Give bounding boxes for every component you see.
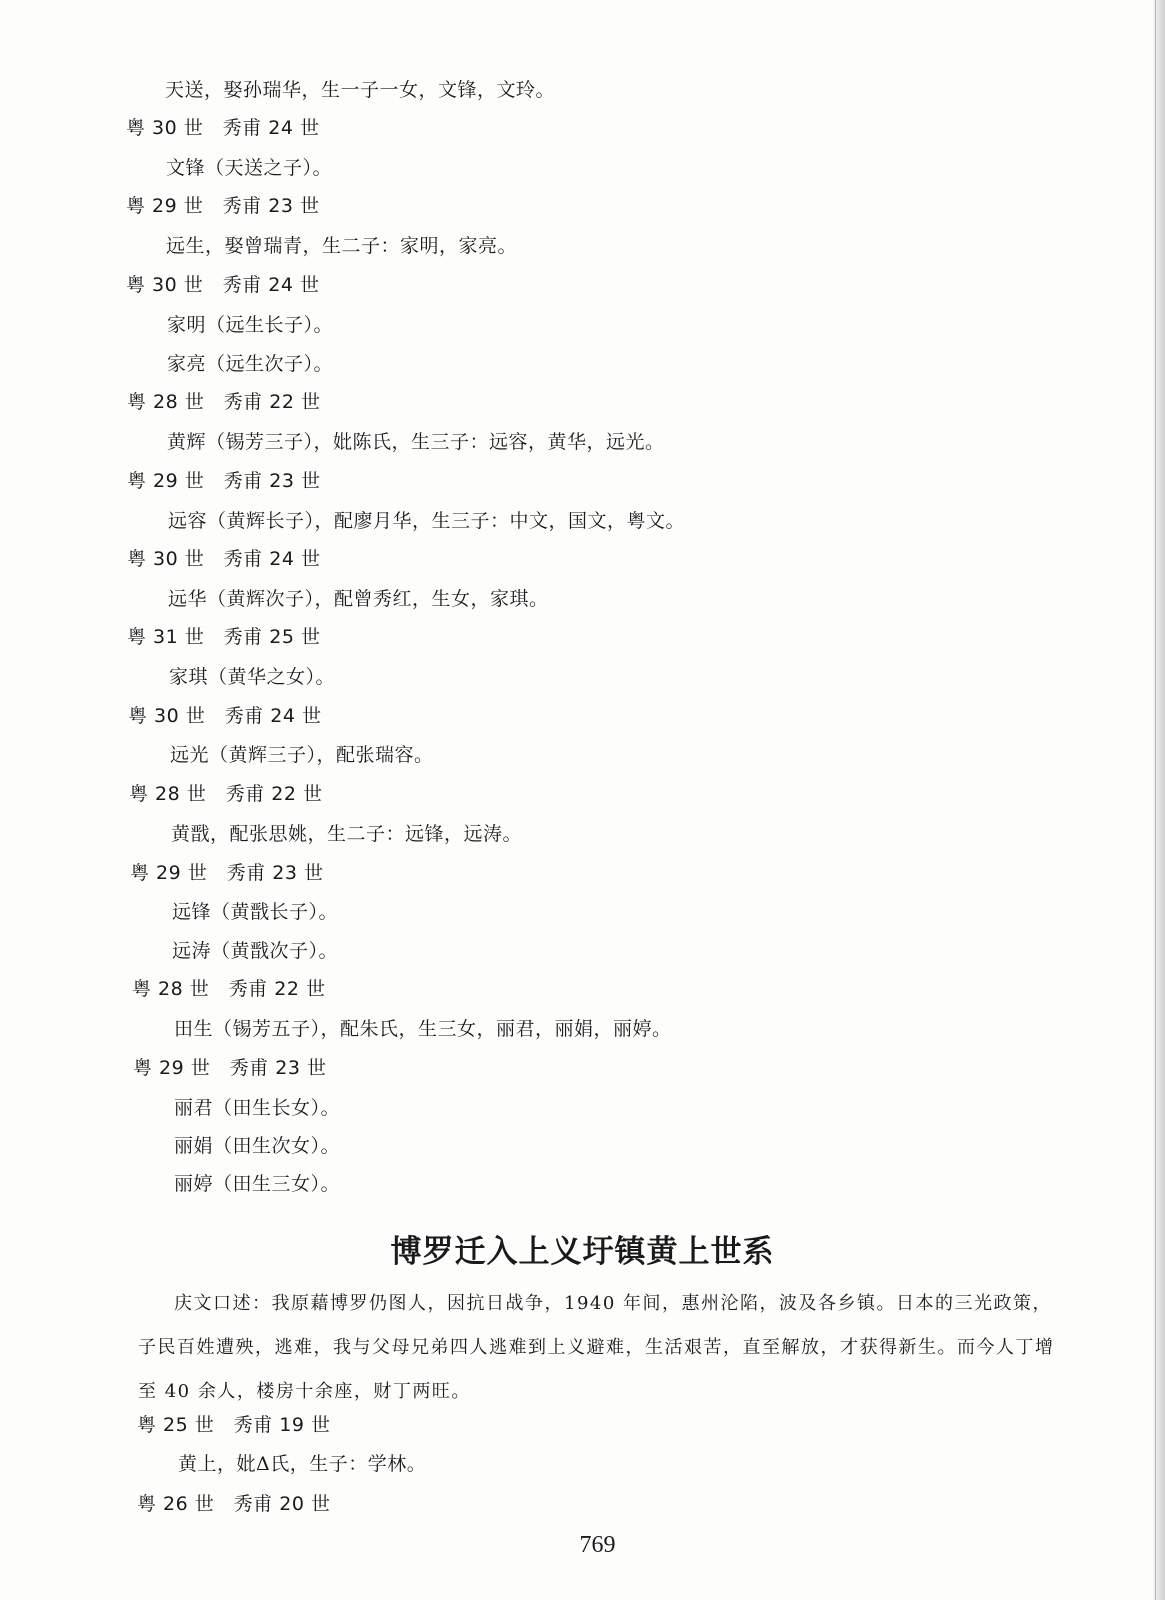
genealogy-entry: 家琪（黄华之女）。 bbox=[169, 666, 336, 688]
genealogy-entry: 天送，娶孙瑞华，生一子一女，文锋，文玲。 bbox=[165, 79, 556, 101]
generation-heading: 粤 28 世 秀甫 22 世 bbox=[127, 391, 321, 413]
page-number: 769 bbox=[579, 1532, 616, 1558]
genealogy-entry: 远容（黄辉长子），配廖月华，生三子：中文，国文，粤文。 bbox=[168, 510, 686, 532]
generation-heading: 粤 29 世 秀甫 23 世 bbox=[133, 1057, 327, 1079]
genealogy-entry: 家亮（远生次子）。 bbox=[167, 353, 334, 375]
generation-heading: 粤 28 世 秀甫 22 世 bbox=[132, 978, 326, 1000]
genealogy-entry: 黄戬，配张思姚，生二子：远锋，远涛。 bbox=[171, 823, 523, 845]
genealogy-entry: 田生（锡芳五子），配朱氏，生三女，丽君，丽娟，丽婷。 bbox=[174, 1018, 672, 1040]
genealogy-entry: 家明（远生长子）。 bbox=[167, 314, 334, 336]
section-intro-paragraph: 庆文口述：我原藉博罗仍图人，因抗日战争，1940 年间，惠州沦陷，波及各乡镇。日本的三光政策，子民百姓遭殃，逃难，我与父母兄弟四人逃难到上义避难，生活艰苦，直至解放，才获得新生。而今人丁增至 40 余人，楼房十余座，财丁两旺。 bbox=[138, 1293, 1055, 1402]
generation-heading: 粤 25 世 秀甫 19 世 bbox=[137, 1414, 331, 1436]
generation-heading: 粤 30 世 秀甫 24 世 bbox=[126, 117, 320, 139]
page-binding-edge bbox=[1151, 0, 1165, 1600]
generation-heading: 粤 30 世 秀甫 24 世 bbox=[128, 705, 322, 727]
genealogy-entry: 远涛（黄戬次子）。 bbox=[172, 940, 339, 962]
generation-heading: 粤 28 世 秀甫 22 世 bbox=[129, 783, 323, 805]
genealogy-entry: 文锋（天送之子）。 bbox=[166, 157, 333, 179]
section-title: 博罗迁入上义圩镇黄上世系 bbox=[390, 1234, 775, 1270]
generation-heading: 粤 30 世 秀甫 24 世 bbox=[126, 274, 320, 296]
generation-heading: 粤 26 世 秀甫 20 世 bbox=[137, 1493, 331, 1515]
generation-heading: 粤 30 世 秀甫 24 世 bbox=[127, 548, 321, 570]
generation-heading: 粤 29 世 秀甫 23 世 bbox=[126, 195, 320, 217]
generation-heading: 粤 31 世 秀甫 25 世 bbox=[127, 626, 321, 648]
generation-heading: 粤 29 世 秀甫 23 世 bbox=[127, 470, 321, 492]
genealogy-entry: 黄上，妣Δ氏，生子：学林。 bbox=[178, 1453, 427, 1475]
genealogy-entry: 远生，娶曾瑞青，生二子：家明，家亮。 bbox=[166, 235, 518, 257]
generation-heading: 粤 29 世 秀甫 23 世 bbox=[130, 862, 324, 884]
genealogy-entry: 远华（黄辉次子），配曾秀红，生女，家琪。 bbox=[168, 588, 549, 610]
genealogy-entry: 远光（黄辉三子），配张瑞容。 bbox=[170, 744, 434, 766]
genealogy-entry: 丽婷（田生三女）。 bbox=[174, 1173, 341, 1195]
genealogy-entry: 丽娟（田生次女）。 bbox=[174, 1135, 341, 1157]
genealogy-entry: 远锋（黄戬长子）。 bbox=[172, 901, 339, 923]
genealogy-entry: 黄辉（锡芳三子），妣陈氏，生三子：远容，黄华，远光。 bbox=[167, 431, 665, 453]
genealogy-entry: 丽君（田生长女）。 bbox=[174, 1097, 341, 1119]
